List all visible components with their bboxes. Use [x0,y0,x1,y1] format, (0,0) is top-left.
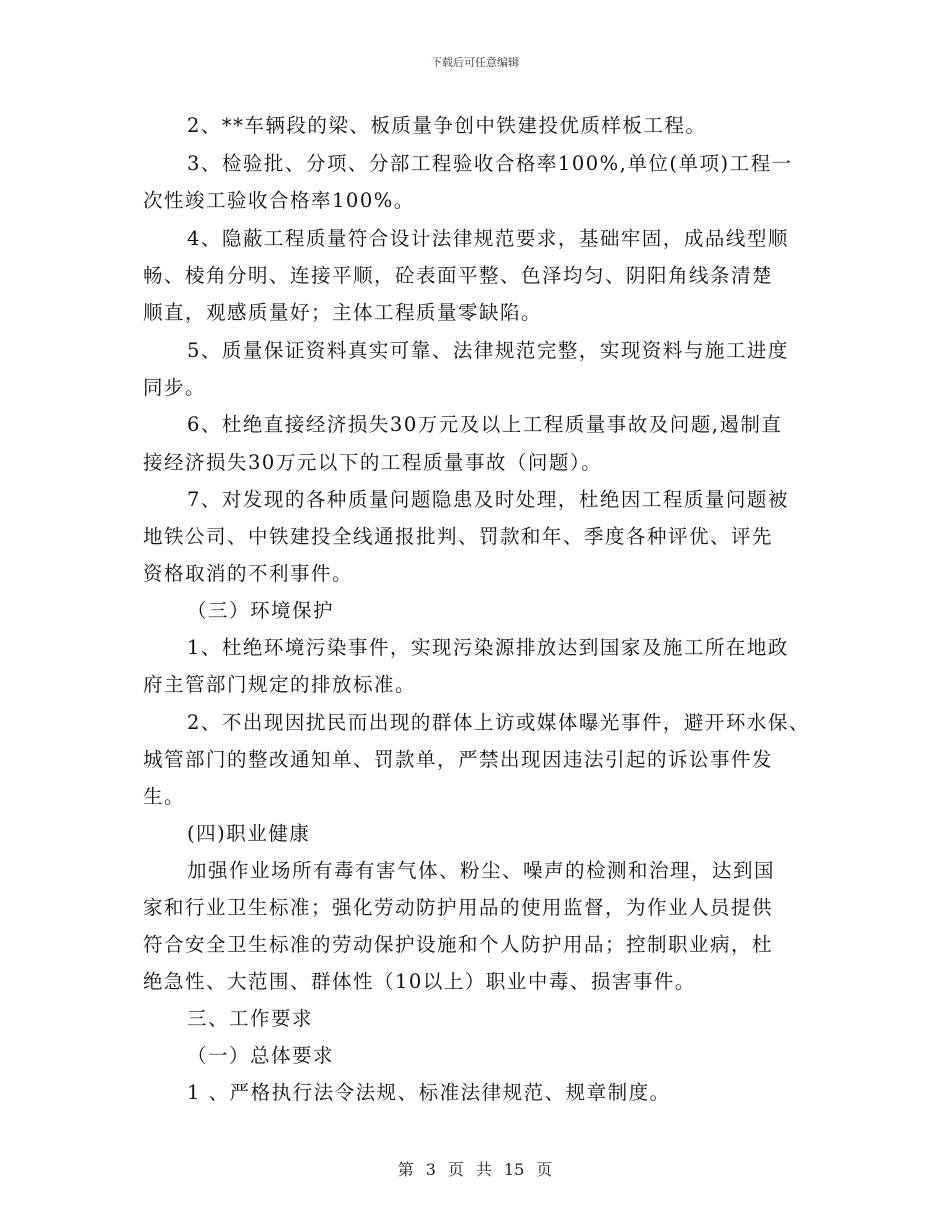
footer-di: 第 [397,1160,414,1179]
paragraph-line: 2、**车辆段的梁、板质量争创中铁建投优质样板工程。 [187,114,707,137]
paragraph-line: 绝急性、大范围、群体性（10以上）职业中毒、损害事件。 [143,970,696,993]
section-heading: 三、工作要求 [187,1007,314,1030]
paragraph-line: 5、质量保证资料真实可靠、法律规范完整，实现资料与施工进度 [187,339,789,362]
section-heading: (四)职业健康 [187,822,311,845]
footer-gong: 共 [475,1160,492,1179]
paragraph-line: 城管部门的整改通知单、罚款单，严禁出现因违法引起的诉讼事件发 [143,748,774,771]
paragraph-line: 接经济损失30万元以下的工程质量事故（问题）。 [143,451,603,474]
paragraph-line: 3、检验批、分项、分部工程验收合格率100%,单位(单项)工程一 [187,152,793,175]
current-page-number: 3 [425,1160,436,1179]
paragraph-line: 4、隐蔽工程质量符合设计法律规范要求，基础牢固，成品线型顺 [187,227,789,250]
paragraph-line: 次性竣工验收合格率100%。 [143,189,415,212]
paragraph-line: 顺直，观感质量好；主体工程质量零缺陷。 [143,301,543,324]
page-footer [0,1157,950,1180]
paragraph-line: 加强作业场所有毒有害气体、粉尘、噪声的检测和治理，达到国 [187,859,776,882]
paragraph-line: 府主管部门规定的排放标准。 [143,673,417,696]
footer-ye: 页 [447,1160,464,1179]
paragraph-line: 7、对发现的各种质量问题隐患及时处理，杜绝因工程质量问题被 [187,488,789,511]
total-pages-number: 15 [503,1160,525,1179]
paragraph-line: 同步。 [143,376,207,399]
section-heading: （一）总体要求 [187,1044,335,1067]
page-header: 下载后可任意编辑 [431,56,519,69]
paragraph-line: 家和行业卫生标准；强化劳动防护用品的使用监督，为作业人员提供 [143,896,774,919]
paragraph-line: 符合安全卫生标准的劳动保护设施和个人防护用品；控制职业病，杜 [143,933,774,956]
paragraph-line: 畅、棱角分明、连接平顺，砼表面平整、色泽均匀、阴阳角线条清楚 [143,264,774,287]
paragraph-line: 6、杜绝直接经济损失30万元及以上工程质量事故及问题,遏制直 [187,413,783,436]
paragraph-line: 1、杜绝环境污染事件，实现污染源排放达到国家及施工所在地政 [187,636,789,659]
paragraph-line: 资格取消的不利事件。 [143,562,354,585]
footer-ye: 页 [536,1160,553,1179]
section-heading: （三）环境保护 [187,599,335,622]
paragraph-line: 2、不出现因扰民而出现的群体上访或媒体曝光事件，避开环水保、 [187,711,810,734]
paragraph-line: 地铁公司、中铁建投全线通报批判、罚款和年、季度各种评优、评先 [143,525,774,548]
paragraph-line: 1 、严格执行法令法规、标准法律规范、规章制度。 [187,1081,671,1104]
paragraph-line: 生。 [143,785,186,808]
